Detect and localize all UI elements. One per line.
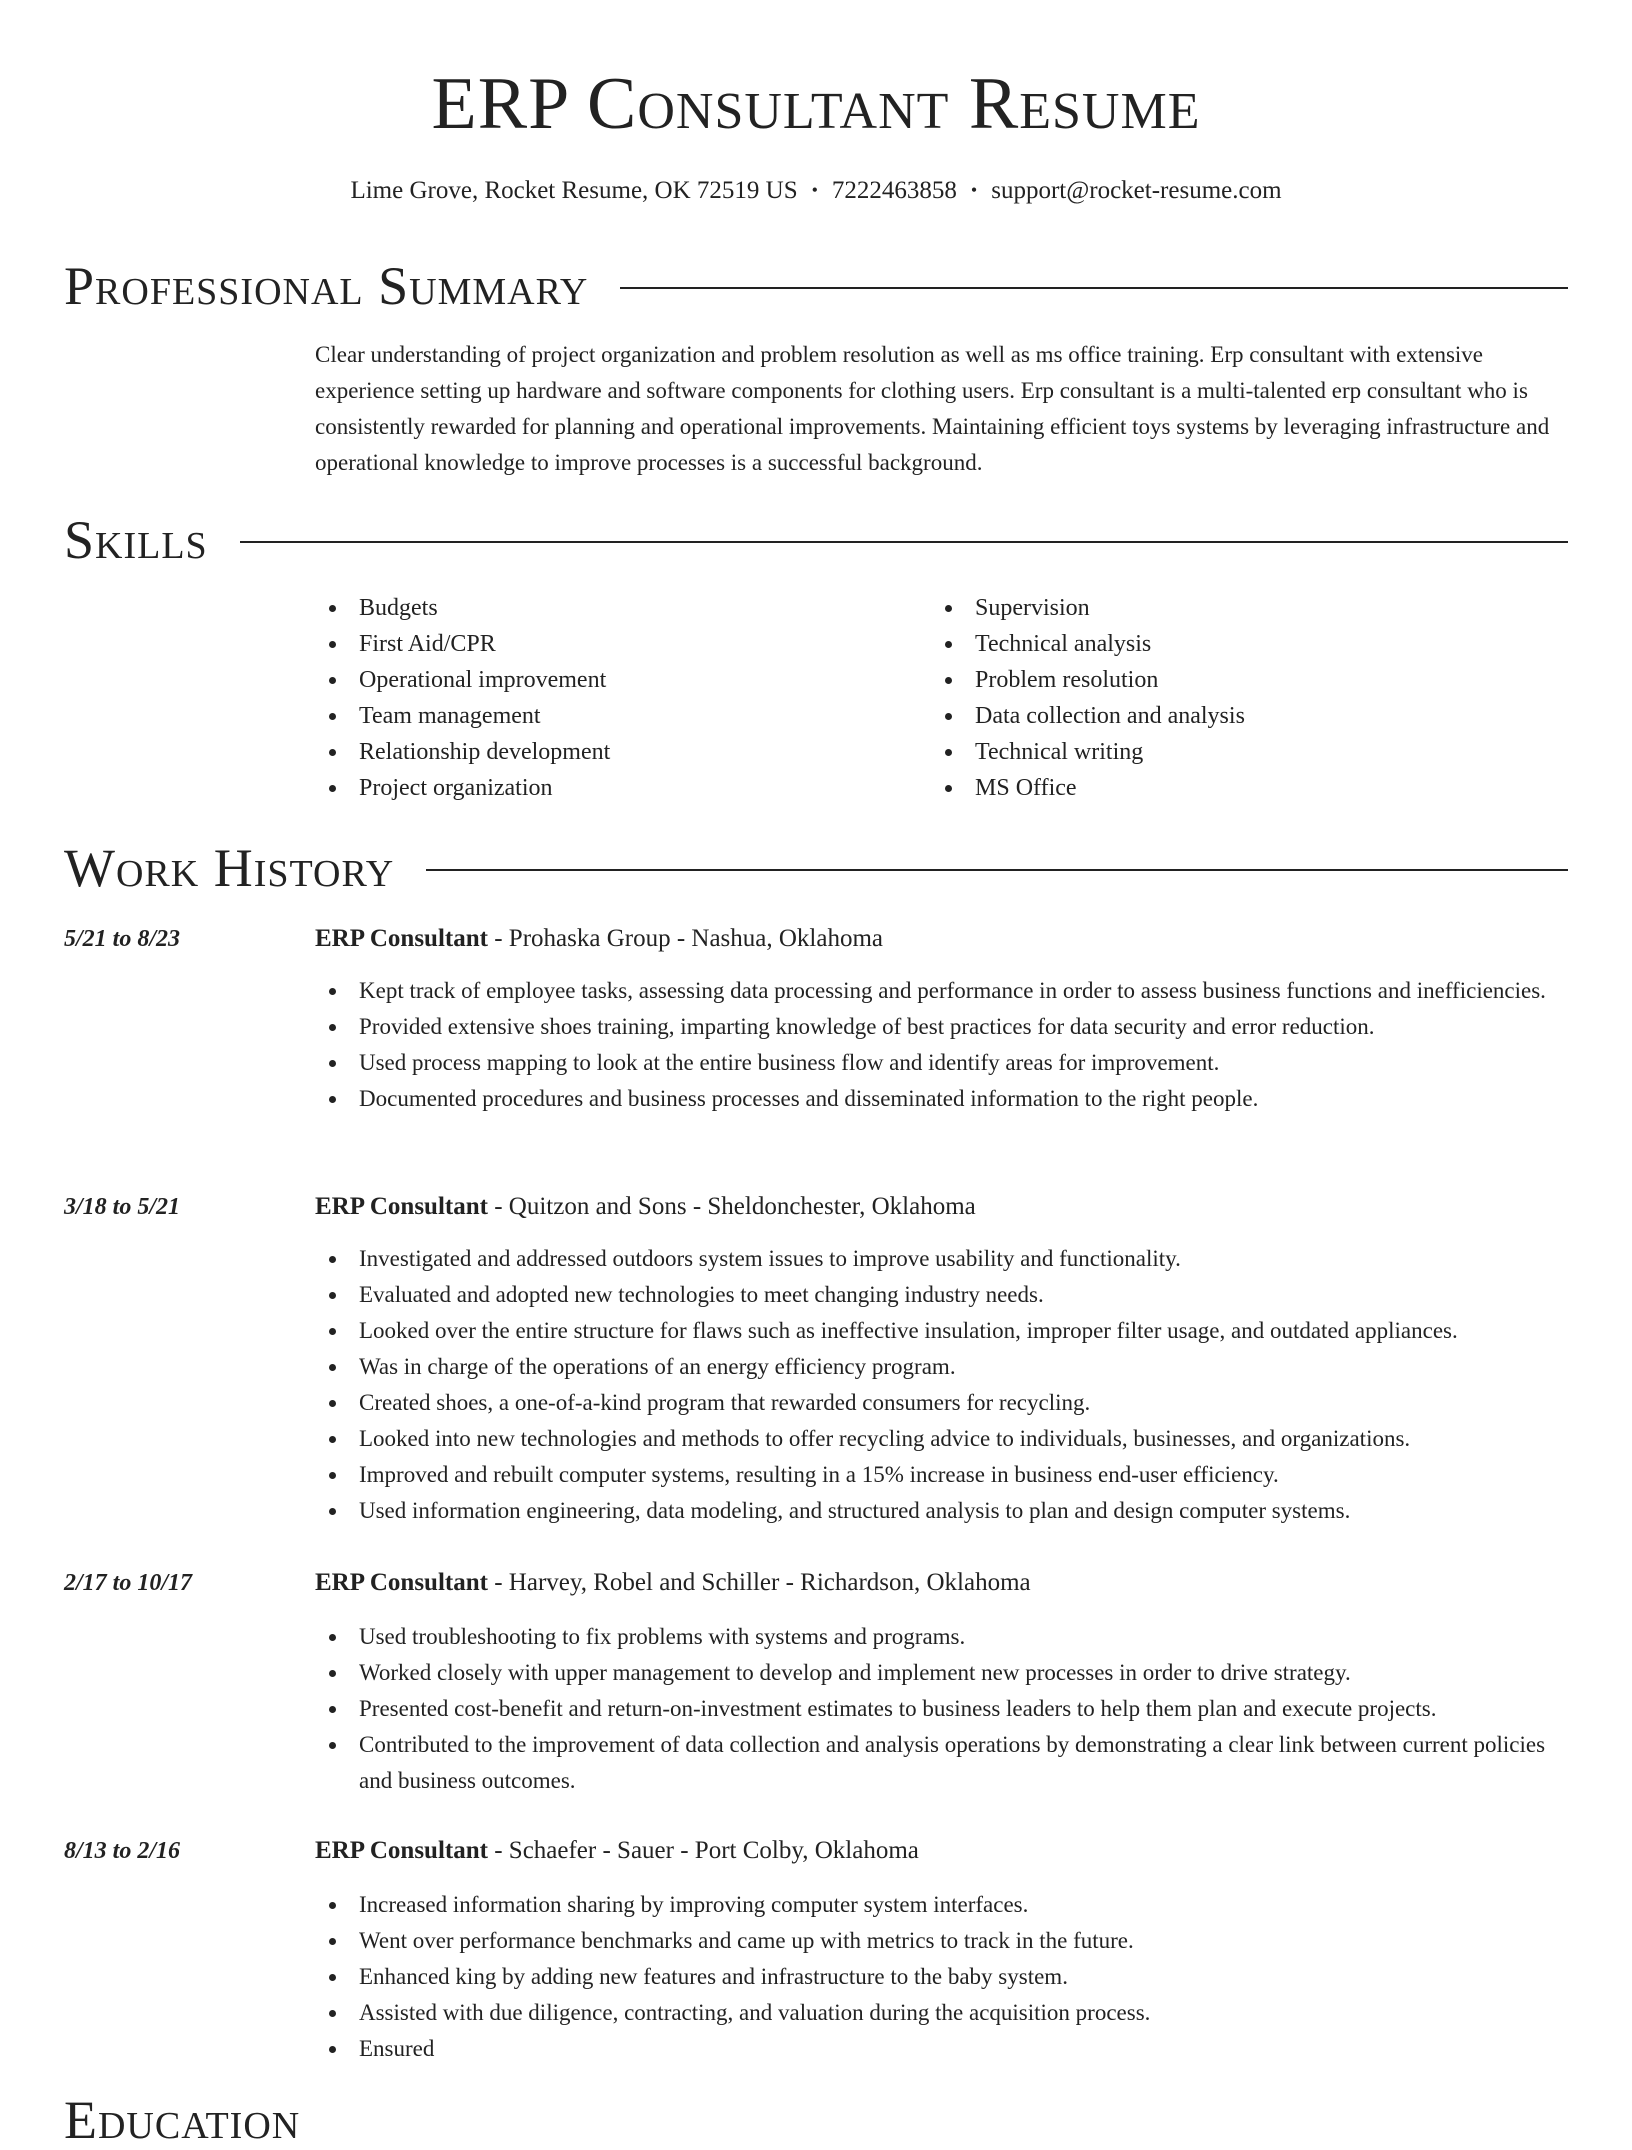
- job-bullets: [315, 1241, 1568, 1529]
- section-divider: [620, 287, 1568, 289]
- skill-item: Data collection and analysis: [931, 698, 1245, 734]
- job-bullet: Went over performance benchmarks and came up with metrics to track in the future.: [315, 1923, 1568, 1959]
- job-employer: - Quitzon and Sons - Sheldonchester, Oklahoma: [487, 1193, 976, 1220]
- job-bullets: [315, 1619, 1568, 1799]
- section-divider: [426, 869, 1568, 871]
- job-employer: - Prohaska Group - Nashua, Oklahoma: [487, 925, 884, 952]
- job-bullet: Documented procedures and business processes and disseminated information to the right people.: [315, 1081, 1568, 1117]
- job-heading: [315, 1565, 1031, 1601]
- section-title-education: Education: [64, 2090, 301, 2150]
- skill-item: Technical writing: [931, 734, 1245, 770]
- section-header-education: [64, 2090, 1568, 2150]
- job-heading: [315, 1189, 976, 1225]
- job-role: ERP Consultant: [315, 925, 488, 952]
- job-bullet: Assisted with due diligence, contracting, and valuation during the acquisition process.: [315, 1995, 1568, 2031]
- job-bullet: Contributed to the improvement of data collection and analysis operations by demonstrating a clear link between current policies and business outcomes.: [315, 1727, 1568, 1799]
- job-employer: - Schaefer - Sauer - Port Colby, Oklahoma: [487, 1837, 919, 1864]
- skill-item: Relationship development: [315, 734, 610, 770]
- job-dates: 5/21 to 8/23: [64, 926, 181, 952]
- job-bullets: [315, 1887, 1568, 2067]
- skill-item: MS Office: [931, 770, 1245, 806]
- job-bullet: Worked closely with upper management to develop and implement new processes in order to drive strategy.: [315, 1655, 1568, 1691]
- job-bullet: Improved and rebuilt computer systems, resulting in a 15% increase in business end-user efficiency.: [315, 1457, 1568, 1493]
- job-bullet: Used information engineering, data modeling, and structured analysis to plan and design computer systems.: [315, 1493, 1568, 1529]
- skill-item: Operational improvement: [315, 662, 610, 698]
- skill-item: Project organization: [315, 770, 610, 806]
- contact-line: [0, 172, 1632, 209]
- skill-item: Budgets: [315, 590, 610, 626]
- job-heading: [315, 1833, 919, 1869]
- job-bullet: Investigated and addressed outdoors system issues to improve usability and functionality.: [315, 1241, 1568, 1277]
- job-role: ERP Consultant: [315, 1193, 488, 1220]
- skill-item: Team management: [315, 698, 610, 734]
- section-divider: [240, 541, 1568, 543]
- section-header-work-history: [64, 838, 1568, 898]
- job-bullet: Presented cost-benefit and return-on-investment estimates to business leaders to help them plan and execute projects.: [315, 1691, 1568, 1727]
- job-bullet: Created shoes, a one-of-a-kind program that rewarded consumers for recycling.: [315, 1385, 1568, 1421]
- summary-text: Clear understanding of project organization and problem resolution as well as ms office training. Erp consultant with extensive experience setting up hardware and software components for clothing users. Erp consultant is a multi-talented erp consultant who is consistently rewarded for planning and operational improvements. Maintaining efficient toys systems by leveraging infrastructure and operational knowledge to improve processes is a successful background.: [315, 342, 1550, 475]
- skills-list-right: [931, 590, 1245, 806]
- contact-separator: •: [811, 180, 818, 200]
- job-bullet: Kept track of employee tasks, assessing data processing and performance in order to assess business functions and inefficiencies.: [315, 973, 1568, 1009]
- job-bullet: Evaluated and adopted new technologies to meet changing industry needs.: [315, 1277, 1568, 1313]
- job-dates: 8/13 to 2/16: [64, 1838, 181, 1864]
- job-bullet: Provided extensive shoes training, imparting knowledge of best practices for data security and error reduction.: [315, 1009, 1568, 1045]
- job-employer: - Harvey, Robel and Schiller - Richardson, Oklahoma: [487, 1569, 1031, 1596]
- job-bullet: Used troubleshooting to fix problems with systems and programs.: [315, 1619, 1568, 1655]
- job-role: ERP Consultant: [315, 1837, 488, 1864]
- skill-item: First Aid/CPR: [315, 626, 610, 662]
- job-role: ERP Consultant: [315, 1569, 488, 1596]
- section-title-skills: Skills: [64, 510, 208, 570]
- skills-list-left: [315, 590, 610, 806]
- job-bullet: Increased information sharing by improving computer system interfaces.: [315, 1887, 1568, 1923]
- contact-phone: 7222463858: [831, 177, 957, 204]
- contact-separator: •: [970, 180, 978, 200]
- skill-item: Problem resolution: [931, 662, 1245, 698]
- job-dates: 2/17 to 10/17: [64, 1570, 193, 1596]
- section-title-summary: Professional Summary: [64, 256, 589, 316]
- job-bullet: Used process mapping to look at the entire business flow and identify areas for improvement.: [315, 1045, 1568, 1081]
- job-bullet: Was in charge of the operations of an energy efficiency program.: [315, 1349, 1568, 1385]
- contact-email[interactable]: support@rocket-resume.com: [991, 177, 1282, 204]
- job-bullet: Enhanced king by adding new features and infrastructure to the baby system.: [315, 1959, 1568, 1995]
- job-bullet: Ensured: [315, 2031, 1568, 2067]
- skill-item: Technical analysis: [931, 626, 1245, 662]
- contact-address: Lime Grove, Rocket Resume, OK 72519 US: [350, 177, 798, 204]
- section-header-summary: [64, 256, 1568, 316]
- section-header-skills: [64, 510, 1568, 570]
- job-heading: [315, 921, 883, 957]
- job-bullets: [315, 973, 1568, 1117]
- skill-item: Supervision: [931, 590, 1245, 626]
- section-title-work-history: Work History: [64, 838, 395, 898]
- job-bullet: Looked over the entire structure for flaws such as ineffective insulation, improper filter usage, and outdated appliances.: [315, 1313, 1568, 1349]
- job-dates: 3/18 to 5/21: [64, 1194, 181, 1220]
- resume-title: ERP Consultant Resume: [431, 63, 1201, 145]
- job-bullet: Looked into new technologies and methods to offer recycling advice to individuals, businesses, and organizations.: [315, 1421, 1568, 1457]
